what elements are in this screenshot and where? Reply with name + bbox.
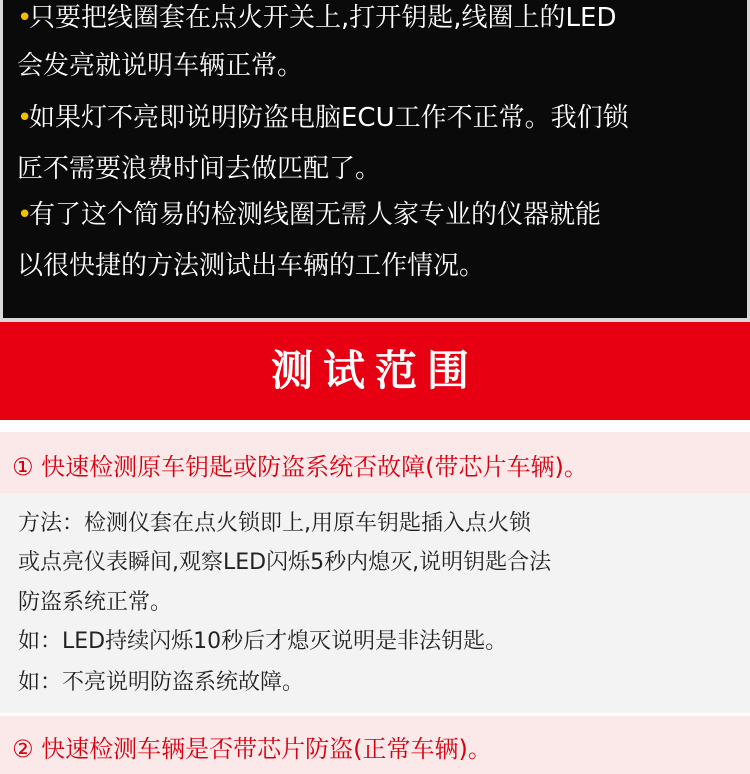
- item2-heading-bar: [0, 716, 750, 774]
- item1-line-3: 防盗系统正常。: [18, 590, 173, 615]
- intro-line-3: •如果灯不亮即说明防盗电脑ECU工作不正常。我们锁: [17, 103, 629, 133]
- bullet-icon: •: [17, 200, 33, 230]
- section-title: 测试范围: [270, 346, 479, 395]
- intro-line-5: •有了这个简易的检测线圈无需人家专业的仪器就能: [17, 200, 602, 230]
- divider: [0, 420, 750, 432]
- item1-line-2: 或点亮仪表瞬间,观察LED闪烁5秒内熄灭,说明钥匙合法: [18, 550, 552, 575]
- item1-line-4: 如：LED持续闪烁10秒后才熄灭说明是非法钥匙。: [18, 629, 508, 654]
- bullet-icon: •: [17, 103, 33, 133]
- item2-heading: ② 快速检测车辆是否带芯片防盗(正常车辆)。: [12, 735, 492, 763]
- intro-panel: [3, 0, 747, 318]
- item1-line-5: 如：不亮说明防盗系统故障。: [18, 670, 305, 695]
- item1-content: [0, 493, 750, 713]
- intro-line-1: •只要把线圈套在点火开关上,打开钥匙,线圈上的LED: [17, 3, 617, 33]
- item1-line-1: 方法：检测仪套在点火锁即上,用原车钥匙插入点火锁: [18, 511, 531, 536]
- intro-line-4: 匠不需要浪费时间去做匹配了。: [17, 154, 382, 184]
- intro-line-2: 会发亮就说明车辆正常。: [17, 51, 304, 81]
- section-banner: [0, 322, 750, 420]
- item1-heading-bar: [0, 432, 750, 493]
- item1-heading: ① 快速检测原车钥匙或防盗系统否故障(带芯片车辆)。: [12, 453, 588, 481]
- bullet-icon: •: [17, 3, 33, 33]
- intro-panel-frame: [0, 0, 750, 322]
- intro-line-6: 以很快捷的方法测试出车辆的工作情况。: [17, 251, 486, 281]
